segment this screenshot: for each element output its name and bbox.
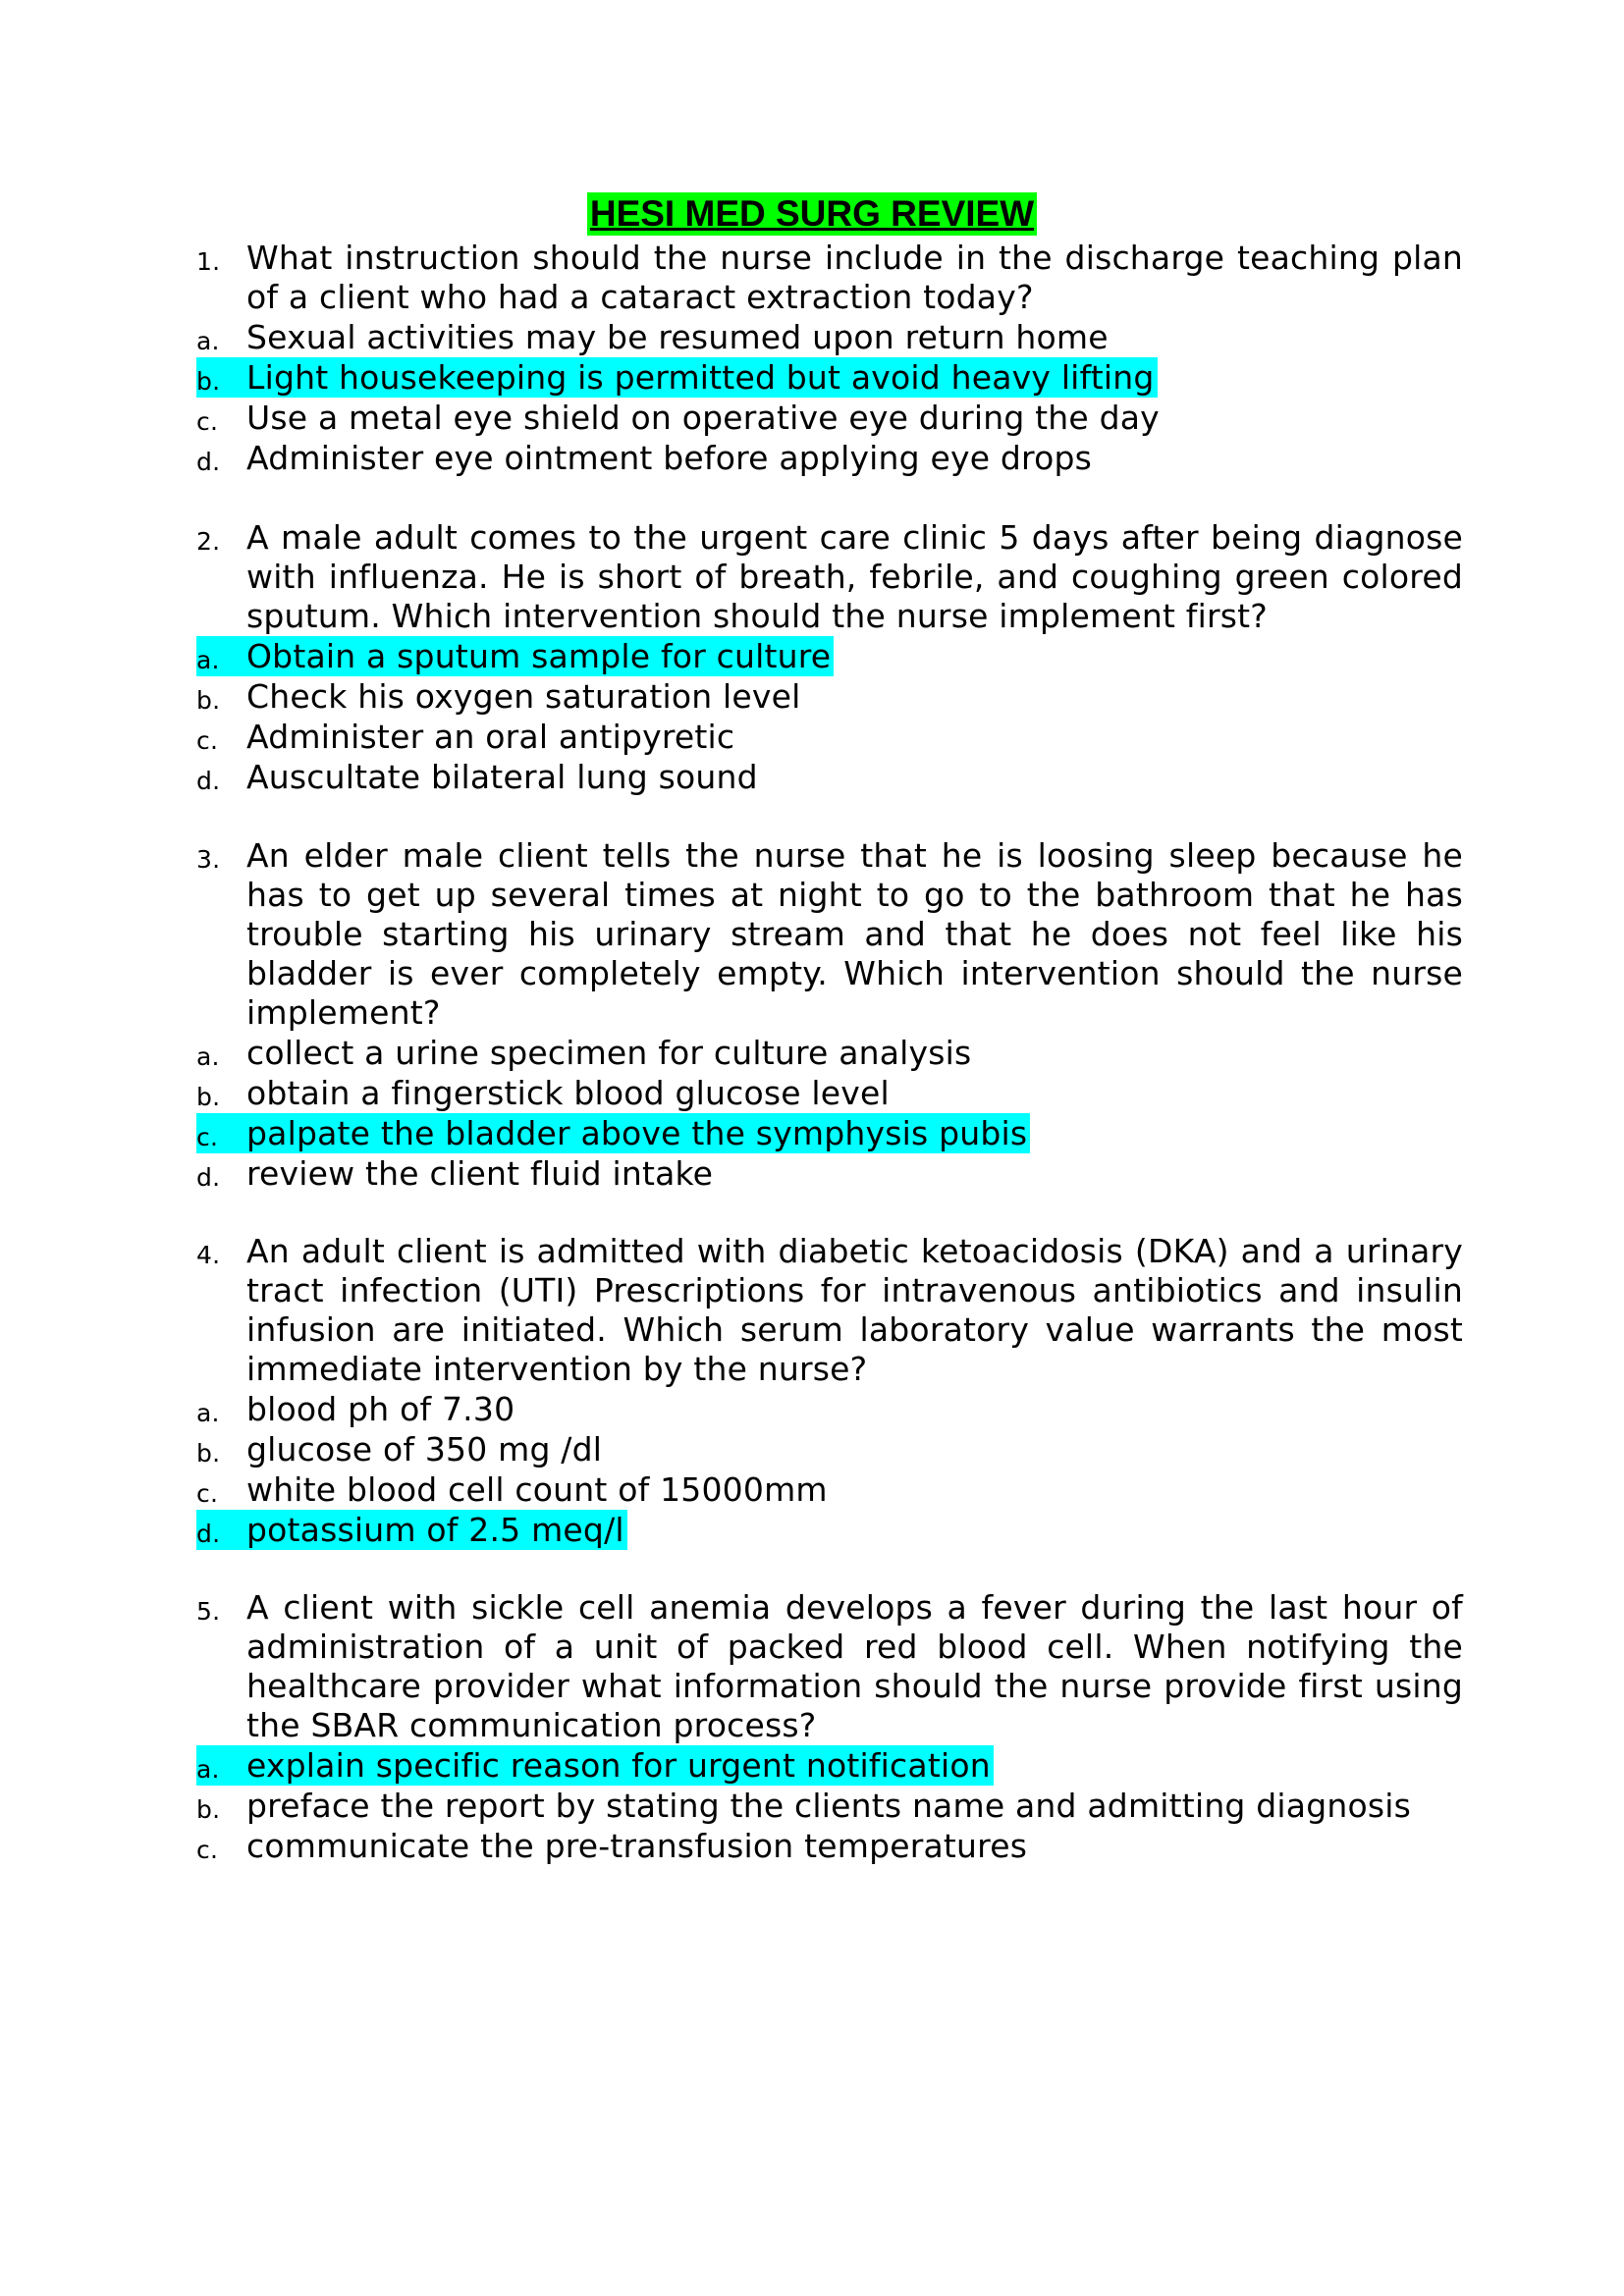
question-number: 2. [196, 527, 221, 556]
page-title: HESI MED SURG REVIEW [587, 192, 1037, 236]
question-number: 5. [196, 1597, 221, 1626]
option-text: white blood cell count of 15000mm [246, 1470, 828, 1509]
option-a [196, 636, 1463, 676]
option-letter: c. [196, 1123, 219, 1151]
option-text: collect a urine specimen for culture analysis [246, 1034, 972, 1072]
option-text: Auscultate bilateral lung sound [246, 758, 758, 796]
question-number: 3. [196, 845, 221, 874]
question-text: A male adult comes to the urgent care clinic 5 days after being diagnose with influenza. He is short of breath, febrile, and coughing green colored sputum. Which intervention should the nurse implement first? [246, 518, 1463, 635]
question-text: A client with sickle cell anemia develops a fever during the last hour of administration of a unit of packed red blood cell. When notifying the healthcare provider what information should the nurse provide first using the SBAR communication process? [246, 1588, 1463, 1744]
option-wrap [196, 717, 734, 757]
question-3 [196, 836, 1463, 1194]
option-letter: b. [196, 1795, 221, 1824]
option-d [196, 757, 1463, 797]
option-text: Administer eye ointment before applying eye drops [246, 439, 1093, 477]
option-letter: c. [196, 1836, 219, 1864]
option-text: Light housekeeping is permitted but avoid heavy lifting [246, 358, 1155, 397]
option-wrap [196, 438, 1092, 478]
option-text: review the client fluid intake [246, 1154, 714, 1193]
option-letter: d. [196, 1520, 221, 1548]
option-wrap [196, 1429, 602, 1469]
option-a [196, 317, 1463, 357]
question-stem [196, 1588, 1463, 1745]
question-text: An elder male client tells the nurse that he is loosing sleep because he has to get up several times at night to go to the bathroom that he has trouble starting his urinary stream and that he does not feel like his bladder is ever completely empty. Which intervention should the nurse implement? [246, 836, 1463, 1032]
question-stem [196, 518, 1463, 636]
title-wrap [0, 192, 1624, 236]
option-wrap [196, 1389, 514, 1429]
option-wrap [196, 676, 801, 717]
option-wrap [196, 1469, 828, 1510]
option-wrap [196, 398, 1160, 438]
option-d [196, 1510, 1463, 1550]
option-letter: a. [196, 327, 220, 355]
option-text: palpate the bladder above the symphysis pubis [246, 1114, 1028, 1152]
option-b [196, 676, 1463, 717]
option-letter: a. [196, 1755, 220, 1784]
answer-highlight [196, 1510, 627, 1550]
question-5 [196, 1588, 1463, 1866]
question-number: 4. [196, 1241, 221, 1269]
option-b [196, 1786, 1463, 1826]
option-c [196, 717, 1463, 757]
answer-highlight [196, 357, 1158, 398]
option-c [196, 1113, 1463, 1153]
option-c [196, 1826, 1463, 1866]
question-text: An adult client is admitted with diabetic ketoacidosis (DKA) and a urinary tract infection (UTI) Prescriptions for intravenous antibiotics and insulin infusion are initiated. Which serum laboratory value warrants the most immediate intervention by the nurse? [246, 1232, 1463, 1388]
option-letter: a. [196, 1399, 220, 1427]
option-text: blood ph of 7.30 [246, 1390, 515, 1428]
option-text: Administer an oral antipyretic [246, 718, 735, 756]
option-letter: a. [196, 1042, 220, 1071]
option-letter: b. [196, 367, 221, 396]
option-letter: d. [196, 1163, 221, 1192]
option-b [196, 357, 1463, 398]
option-letter: b. [196, 686, 221, 715]
option-wrap [196, 1073, 890, 1113]
option-wrap [196, 1826, 1027, 1866]
option-b [196, 1429, 1463, 1469]
option-text: Use a metal eye shield on operative eye during the day [246, 399, 1160, 437]
option-text: obtain a fingerstick blood glucose level [246, 1074, 890, 1112]
option-c [196, 398, 1463, 438]
option-wrap [196, 317, 1109, 357]
answer-highlight [196, 636, 834, 676]
question-text: What instruction should the nurse include in the discharge teaching plan of a client who had a cataract extraction today? [246, 239, 1463, 316]
option-a [196, 1389, 1463, 1429]
option-wrap [196, 757, 758, 797]
option-wrap [196, 1153, 713, 1194]
option-text: communicate the pre-transfusion temperatures [246, 1827, 1028, 1865]
option-d [196, 438, 1463, 478]
question-stem [196, 1232, 1463, 1389]
option-c [196, 1469, 1463, 1510]
option-wrap [196, 1786, 1411, 1826]
question-number: 1. [196, 247, 221, 276]
option-letter: d. [196, 767, 221, 795]
option-text: glucose of 350 mg /dl [246, 1430, 603, 1468]
option-letter: b. [196, 1439, 221, 1468]
option-text: Sexual activities may be resumed upon return home [246, 318, 1109, 356]
question-stem [196, 836, 1463, 1033]
option-letter: c. [196, 407, 219, 436]
option-d [196, 1153, 1463, 1194]
option-text: explain specific reason for urgent notification [246, 1746, 991, 1785]
option-letter: c. [196, 726, 219, 755]
question-stem [196, 239, 1463, 317]
option-letter: b. [196, 1083, 221, 1111]
answer-highlight [196, 1745, 994, 1786]
option-text: potassium of 2.5 meq/l [246, 1511, 624, 1549]
answer-highlight [196, 1113, 1030, 1153]
option-wrap [196, 1033, 971, 1073]
option-a [196, 1033, 1463, 1073]
option-text: Obtain a sputum sample for culture [246, 637, 832, 675]
option-letter: a. [196, 646, 220, 674]
option-letter: d. [196, 448, 221, 476]
question-4 [196, 1232, 1463, 1550]
question-2 [196, 518, 1463, 797]
option-text: preface the report by stating the clients name and admitting diagnosis [246, 1787, 1412, 1825]
option-a [196, 1745, 1463, 1786]
option-text: Check his oxygen saturation level [246, 677, 801, 716]
option-b [196, 1073, 1463, 1113]
option-letter: c. [196, 1479, 219, 1508]
question-1 [196, 239, 1463, 478]
